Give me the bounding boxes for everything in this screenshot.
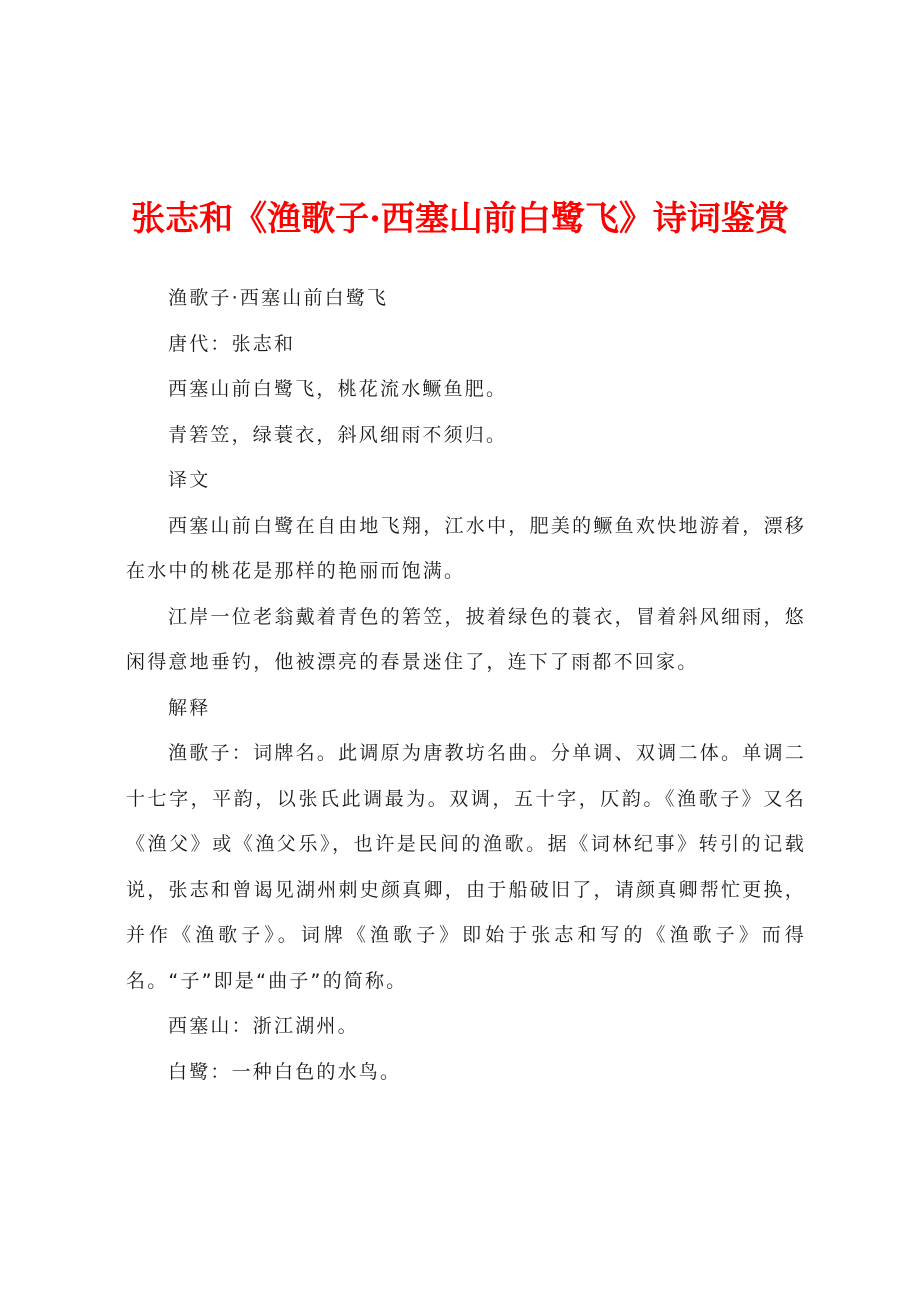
annotation-yugezi: 渔歌子：词牌名。此调原为唐教坊名曲。分单调、双调二体。单调二十七字，平韵，以张氏此调最为。双调，五十字，仄韵。《渔歌子》又名《渔父》或《渔父乐》，也许是民间的渔歌。据《词林纪事》转引的记载说，张志和曾谒见湖州刺史颜真卿，由于船破旧了，请颜真卿帮忙更换，并作《渔歌子》。词牌《渔歌子》即始于张志和写的《渔歌子》而得名。“子”即是“曲子”的简称。 [126, 742, 806, 992]
document-title: 张志和《渔歌子·西塞山前白鹭飞》诗词鉴赏 [131, 199, 789, 239]
poem-line-2: 青箬笠，绿蓑衣，斜风细雨不须归。 [168, 423, 508, 446]
poem-author: 唐代：张志和 [168, 332, 296, 355]
poem-line-1: 西塞山前白鹭飞，桃花流水鳜鱼肥。 [168, 378, 508, 400]
annotation-xisaishan: 西塞山：浙江湖州。 [168, 1015, 359, 1037]
section-heading-translation: 译文 [168, 469, 211, 491]
translation-paragraph-1: 西塞山前白鹭在自由地飞翔，江水中，肥美的鳜鱼欢快地游着，漂移在水中的桃花是那样的艳丽而饱满。 [126, 514, 806, 582]
poem-title: 渔歌子·西塞山前白鹭飞 [168, 287, 389, 309]
section-heading-annotation: 解释 [168, 696, 211, 719]
annotation-bailu: 白鹭：一种白色的水鸟。 [168, 1060, 402, 1083]
translation-paragraph-2: 江岸一位老翁戴着青色的箬笠，披着绿色的蓑衣，冒着斜风细雨，悠闲得意地垂钓，他被漂亮的春景迷住了，连下了雨都不回家。 [126, 605, 806, 673]
document-body [126, 276, 806, 1095]
